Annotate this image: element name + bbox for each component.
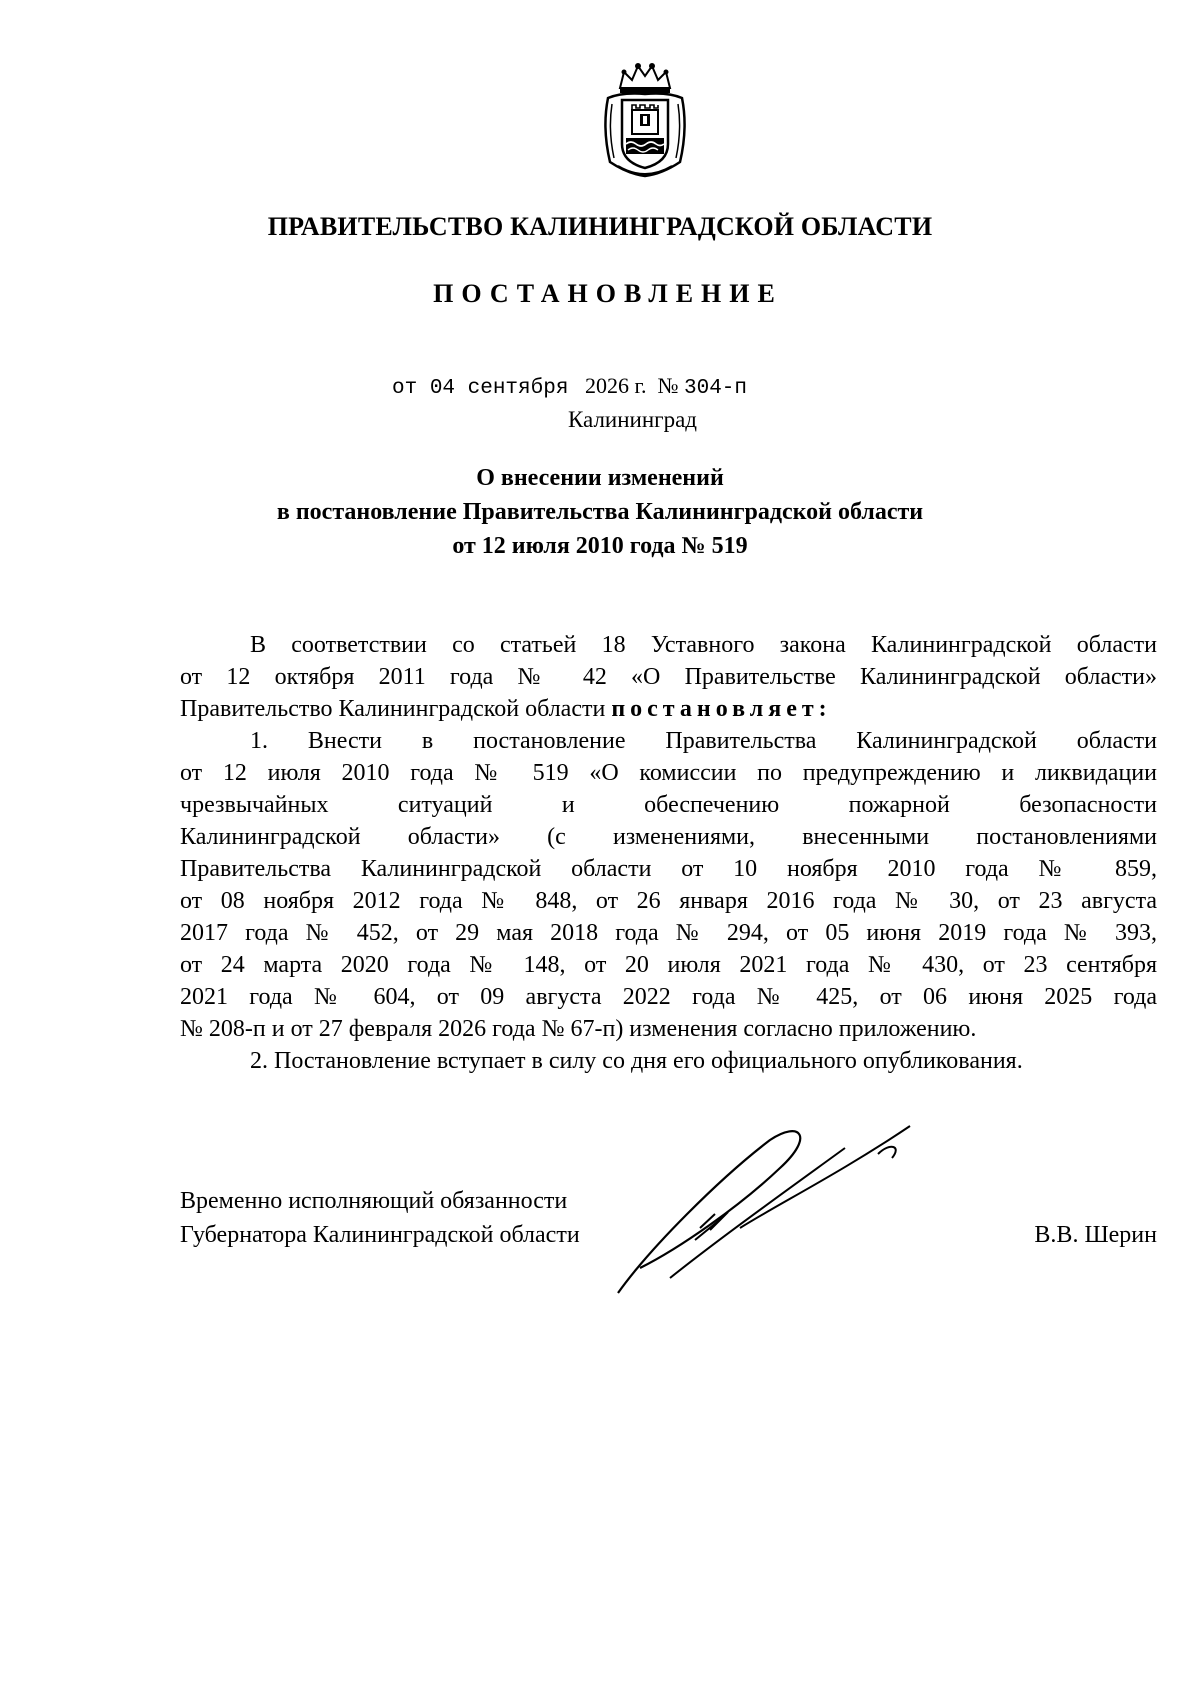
body-line: Калининградской области» (с изменениями, внесенными постановлениями [180, 824, 1157, 850]
body-line: 2021 года № 604, от 09 августа 2022 года № 425, от 06 июня 2025 года [180, 984, 1157, 1010]
resolves-word: постановляет: [611, 696, 832, 722]
subject-line-2: в постановление Правительства Калининградской области [276, 499, 924, 525]
body-line [180, 696, 1157, 723]
body-line: 2017 года № 452, от 29 мая 2018 года № 294, от 05 июня 2019 года № 393, [180, 920, 1157, 946]
date-prefix: от [392, 377, 430, 400]
body-line-text: Правительство Калининградской области [180, 696, 612, 722]
body-line: от 12 июля 2010 года № 519 «О комиссии по предупреждению и ликвидации [180, 760, 1157, 786]
city-name: Калининград [568, 407, 698, 432]
body-line: от 12 октября 2011 года № 42 «О Правительстве Калининградской области» [180, 664, 1157, 690]
body-line: Правительства Калининградской области от 10 ноября 2010 года № 859, [180, 856, 1157, 882]
signer-position-line-2: Губернатора Калининградской области [180, 1222, 580, 1248]
number-sign: № [657, 373, 679, 398]
subject-line-3: от 12 июля 2010 года № 519 [452, 533, 748, 559]
signer-name: В.В. Шерин [1034, 1222, 1157, 1248]
body-line: чрезвычайных ситуаций и обеспечению пожарной безопасности [180, 792, 1157, 818]
signer-position-line-1: Временно исполняющий обязанности [180, 1188, 568, 1214]
document-type-heading: ПОСТАНОВЛЕНИЕ [433, 279, 783, 308]
body-line: от 24 марта 2020 года № 148, от 20 июля 2021 года № 430, от 23 сентября [180, 952, 1157, 978]
body-line: В соответствии со статьей 18 Уставного закона Калининградской области [250, 632, 1157, 658]
body-line: от 08 ноября 2012 года № 848, от 26 января 2016 года № 30, от 23 августа [180, 888, 1157, 914]
registration-date: 04 сентября [429, 377, 569, 400]
body-line: 2. Постановление вступает в силу со дня его официального опубликования. [250, 1048, 1023, 1074]
organization-title: ПРАВИТЕЛЬСТВО КАЛИНИНГРАДСКОЙ ОБЛАСТИ [267, 212, 933, 241]
registration-year: 2026 г. [584, 373, 647, 398]
coat-of-arms-icon [598, 58, 692, 178]
handwritten-signature [610, 1118, 930, 1298]
registration-number: 304-п [683, 377, 747, 400]
subject-line-1: О внесении изменений [476, 465, 724, 491]
body-line: 1. Внести в постановление Правительства Калининградской области [250, 728, 1157, 754]
body-line: № 208-п и от 27 февраля 2026 года № 67-п) изменения согласно приложению. [180, 1016, 977, 1042]
registration-line [392, 373, 747, 400]
